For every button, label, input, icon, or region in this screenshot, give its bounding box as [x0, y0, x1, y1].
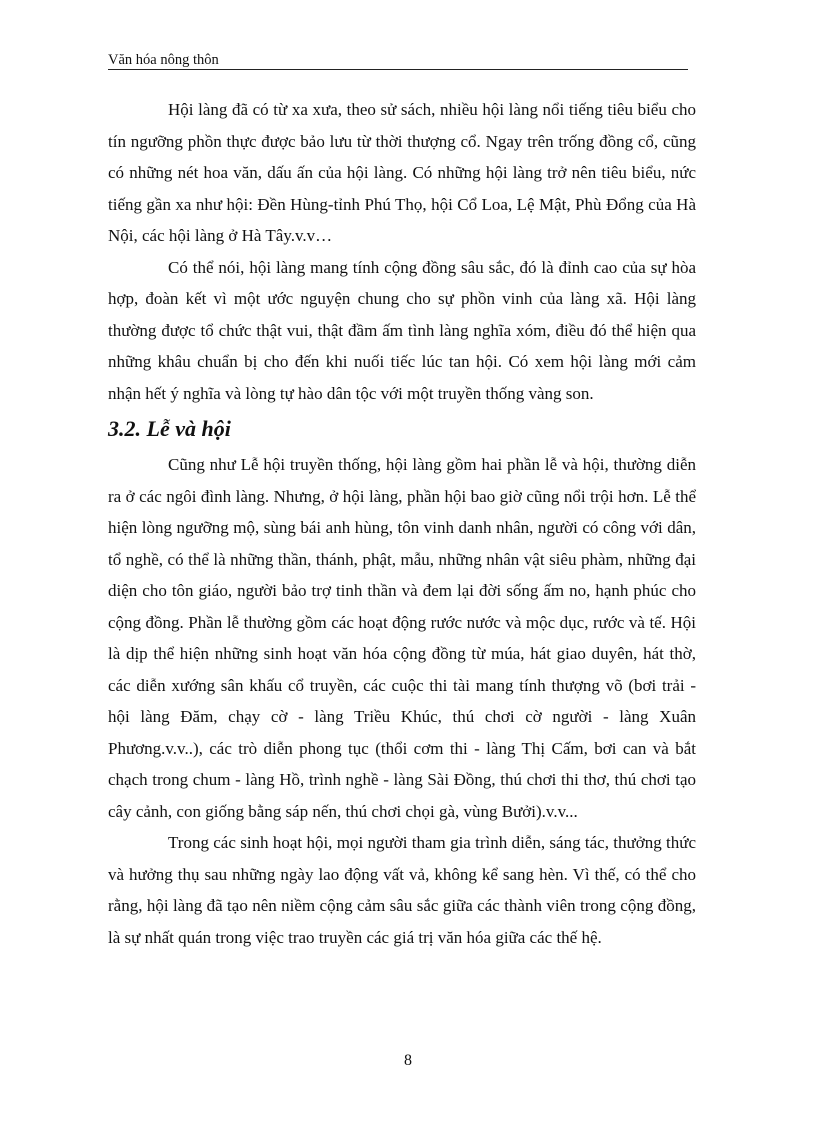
paragraph-festival-activities: Trong các sinh hoạt hội, mọi người tham gia trình diễn, sáng tác, thưởng thức và hưởng thụ sau những ngày lao động vất vả, không kể sang hèn. Vì thế, có thể cho rằng, hội làng đã tạo nên niềm cộng cảm sâu sắc giữa các thành viên trong cộng đồng, là sự nhất quán trong việc trao truyền các giá trị văn hóa giữa các thế hệ.: [108, 833, 696, 947]
section-heading: 3.2. Lễ và hội: [108, 416, 231, 441]
paragraph-community: Có thể nói, hội làng mang tính cộng đồng sâu sắc, đó là đỉnh cao của sự hòa hợp, đoàn kết vì một ước nguyện chung cho sự phồn vinh của làng xã. Hội làng thường được tổ chức thật vui, thật đầm ấm tình làng nghĩa xóm, điều đó thể hiện qua những khâu chuẩn bị cho đến khi nuối tiếc lúc tan hội. Có xem hội làng mới cảm nhận hết ý nghĩa và lòng tự hào dân tộc với một truyền thống vàng son.: [108, 257, 696, 403]
paragraph-history: Hội làng đã có từ xa xưa, theo sử sách, nhiều hội làng nổi tiếng tiêu biểu cho tín ngưỡng phồn thực được bảo lưu từ thời thượng cổ. Ngay trên trống đồng cổ, cũng có những nét hoa văn, dấu ấn của hội làng. Có những hội làng trở nên tiêu biểu, nức tiếng gần xa như hội: Đền Hùng-tỉnh Phú Thọ, hội Cổ Loa, Lệ Mật, Phù Đổng của Hà Nội, các hội làng ở Hà Tây.v.v…: [108, 100, 696, 245]
paragraph-ritual-and-festival: Cũng như Lễ hội truyền thống, hội làng gồm hai phần lễ và hội, thường diễn ra ở các ngôi đình làng. Nhưng, ở hội làng, phần hội bao giờ cũng nổi trội hơn. Lễ thể hiện lòng ngưỡng mộ, sùng bái anh hùng, tôn vinh danh nhân, người có công với dân, tổ nghề, có thể là những thần, thánh, phật, mẫu, những nhân vật siêu phàm, những đại diện cho tôn giáo, người bảo trợ tinh thần và đem lại đời sống ấm no, hạnh phúc cho cộng đồng. Phần lễ thường gồm các hoạt động rước nước và mộc dục, rước và tế. Hội là dịp thể hiện những sinh hoạt văn hóa cộng đồng từ múa, hát giao duyên, hát thờ, các diễn xướng sân khấu cổ truyền, các cuộc thi tài mang tính thượng võ (bơi trải - hội làng Đăm, chạy cờ - làng Triều Khúc, thú chơi cờ người - làng Xuân Phương.v.v..), các trò diễn phong tục (thổi cơm thi - làng Thị Cấm, bơi can và bắt chạch trong chum - làng Hồ, trình nghề - làng Sài Đồng, thú chơi thi thơ, thú chơi tạo cây cảnh, con giống bằng sáp nến, thú chơi chọi gà, vùng Bưởi).v.v...: [108, 455, 696, 821]
running-header: [108, 51, 688, 70]
header-title: Văn hóa nông thôn: [108, 52, 219, 68]
page-number: 8: [404, 1052, 412, 1069]
document-body: [108, 94, 696, 953]
